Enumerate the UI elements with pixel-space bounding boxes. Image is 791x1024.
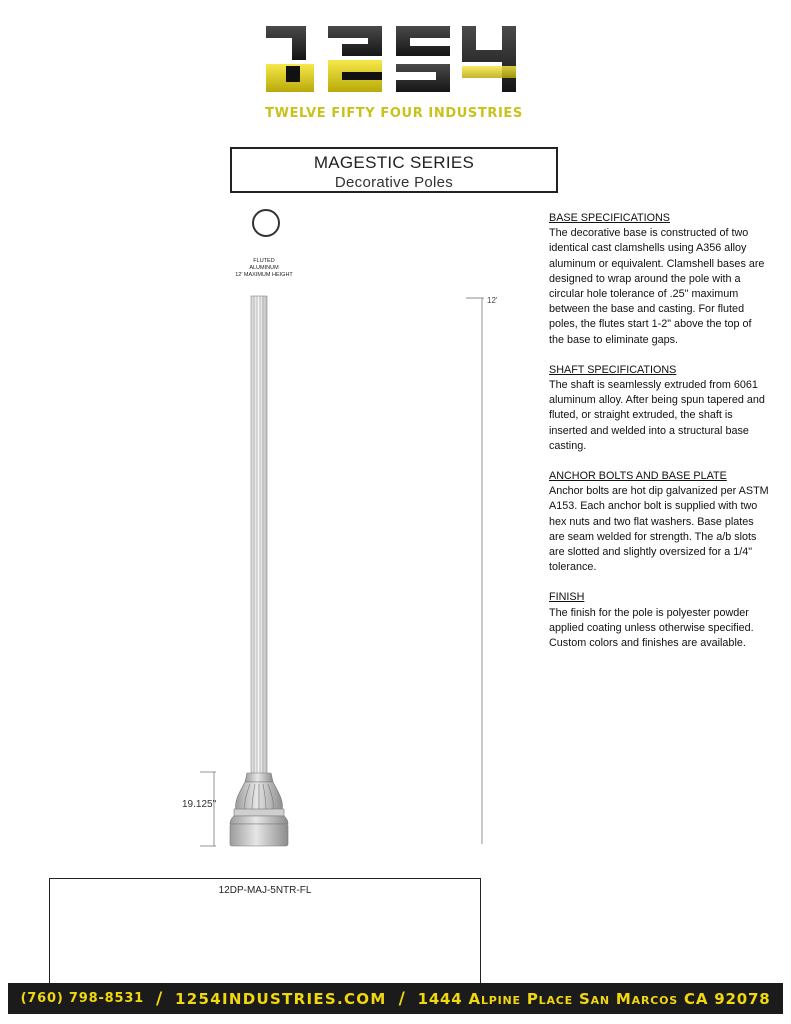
company-logo [262,20,530,100]
part-number-box [49,878,481,993]
base-dimension-label: 19.125" [182,799,217,810]
pole-note-line: FLUTED [253,258,275,264]
spec-heading: FINISH [549,591,585,604]
title-box [230,147,558,193]
footer-separator: / [398,988,406,1009]
spec-section-finish [549,590,769,651]
spec-heading: ANCHOR BOLTS AND BASE PLATE [549,470,727,483]
pole-note-line: 12' MAXIMUM HEIGHT [235,272,293,278]
spec-heading: SHAFT SPECIFICATIONS [549,363,677,376]
spec-heading: BASE SPECIFICATIONS [549,212,670,224]
spec-body: The finish for the pole is polyester powder applied coating unless otherwise specified. Custom colors and finishes are available. [549,606,754,650]
spec-section-anchor-bolts [549,469,769,575]
footer-address: 1444 Alpine Place San Marcos CA 92078 [417,989,771,1008]
height-dimension-label: 12' [487,296,498,305]
part-number: 12DP-MAJ-5NTR-FL [218,885,312,896]
pole-drawing [190,290,490,860]
series-title: MAGESTIC SERIES [313,153,475,172]
company-tagline: TWELVE FIFTY FOUR INDUSTRIES [265,106,523,121]
spec-body: The decorative base is constructed of two identical cast clamshells using A356 alloy aluminum or equivalent. Clamshell bases are designed to wrap around the pole with a circular hole tolerance of .25" maximum between the base and casting. For fluted poles, the flutes start 1-2" above the top of the base to eliminate gaps. [549,227,765,346]
contact-footer [8,983,783,1014]
footer-separator: / [156,988,164,1009]
pole-note-line: ALUMINUM [249,265,279,271]
footer-phone: (760) 798-8531 [20,991,145,1006]
spec-section-shaft [549,363,769,454]
footer-website: 1254INDUSTRIES.COM [175,989,387,1008]
pole-cross-section-icon [252,209,280,237]
spec-section-base [549,211,769,348]
pole-note [216,258,312,279]
specifications [549,211,769,666]
series-subtitle: Decorative Poles [334,174,454,191]
spec-body: Anchor bolts are hot dip galvanized per ASTM A153. Each anchor bolt is supplied with two hex nuts and two flat washers. Base plates are seam welded for strength. The a/b slots are slotted and slightly oversized for a 1/4" tolerance. [549,485,769,574]
spec-body: The shaft is seamlessly extruded from 6061 aluminum alloy. After being spun tapered and fluted, or straight extruded, the shaft is inserted and welded into a structural base casting. [549,379,765,452]
